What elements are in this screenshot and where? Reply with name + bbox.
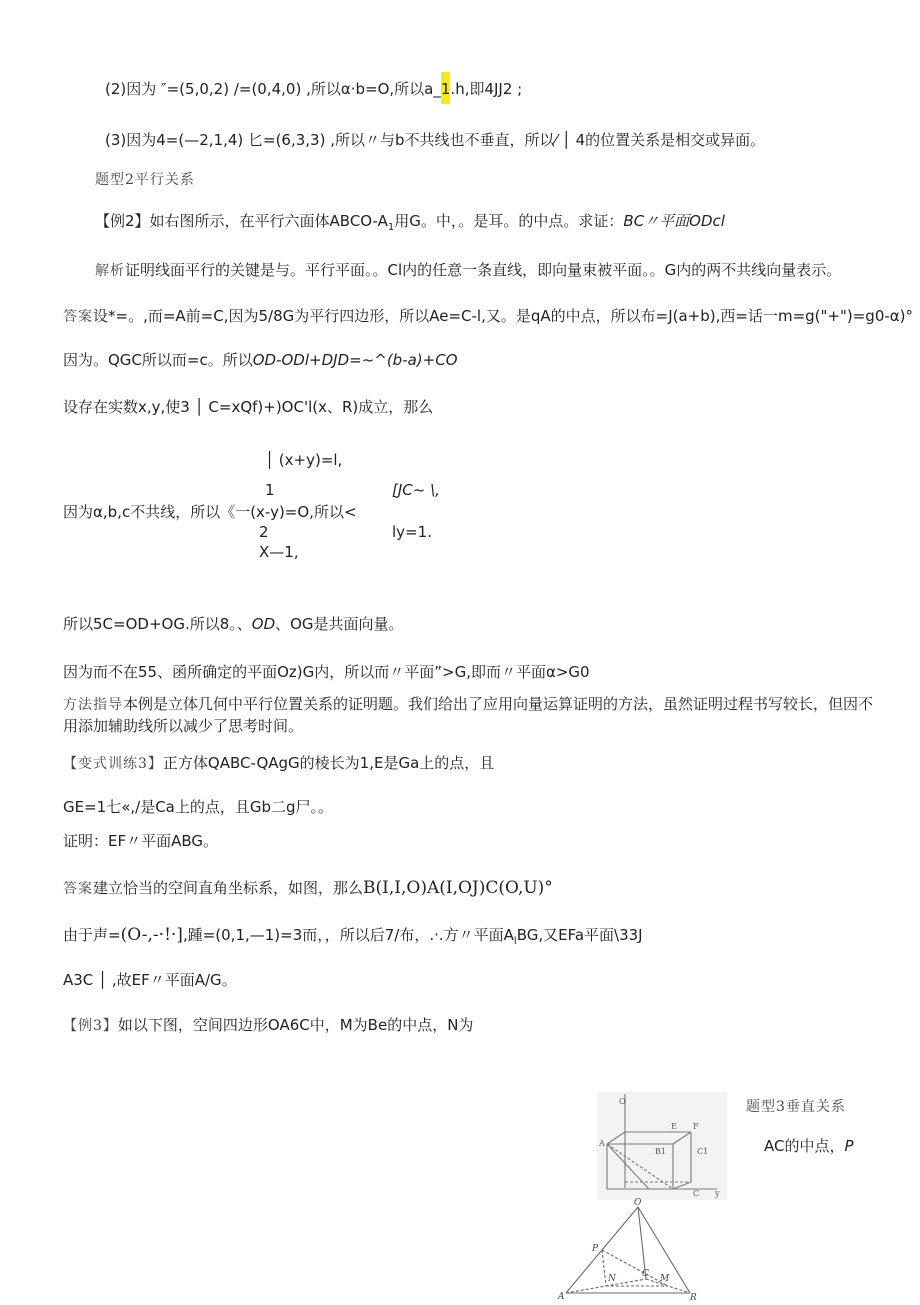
system-row-2-right: [JC~ \, [392,481,440,499]
label-C: C [642,1269,649,1279]
label-y: y [715,1189,720,1198]
line-solution-2: (2)因为 ″=(5,0,2) /=(0,4,0) ,所以α·b=O,所以a_1.h,即4JJ2 ; [105,79,522,99]
label-P: P [592,1244,599,1254]
variant-training-3: 【变式训练3】正方体QABC-QAgG的棱长为1,E是Ga上的点，且 [63,754,495,772]
system-row-4: 2 [259,523,269,541]
label-O: O [619,1097,626,1106]
analysis-paragraph: 解析证明线面平行的关键是与。平行平面。。Cl内的任意一条直线，即向量束被平面。。G内的两不共线向量表示。 [95,261,842,279]
label-R: R [690,1293,697,1301]
tetrahedron-figure-svg [556,1197,702,1301]
answer-line-2: 因为。QGC所以而=c。所以OD-ODl+DJD=~^(b-a)+CO [63,351,458,369]
system-row-1: │ (x+y)=l, [265,451,343,469]
label-N: N [608,1274,616,1284]
method-guide: 方法指导本例是立体几何中平行位置关系的证明题。我们给出了应用向量运算证明的方法，虽然证明过程书写较长，但因不 [63,695,874,713]
line-solution-3: (3)因为4=(—2,1,4) 匕=(6,3,3) ,所以〃与b不共线也不垂直，所以⁄ │ 4的位置关系是相交或异面。 [105,131,766,149]
cube-figure [597,1092,727,1200]
variant-prove: 证明：EF〃平面ABG。 [63,832,219,850]
variant-answer-2: 由于声=(O-,-·!·],踵=(0,1,—1)=3而，，所以后7/布，.·.方〃平面$A_lBG$,又EFa平面\33J [63,925,643,947]
method-guide-cont: 用添加辅助线所以减少了思考时间。 [63,717,304,735]
label-A: A [558,1292,565,1301]
system-row-4-right: ly=1. [392,523,432,541]
variant-answer-3: A3C │ ,故EF〃平面A/G。 [63,971,237,989]
answer-paragraph: 答案设*=。,而=A前=C,因为5/8G为平行四边形，所以Ae=C-l,又。是qA的中点，所以布=J(a+b),西=话一m=g("+")=g0-α)° [63,307,914,325]
section-heading-parallel: 题型2平行关系 [95,172,195,188]
label-M: M [660,1274,670,1284]
highlight-mark: 1 [441,72,451,104]
tetrahedron-figure [556,1197,702,1301]
conclusion-line: 因为而不在55、函所确定的平面Oz)G内，所以而〃平面”>G,即而〃平面α>G0 [63,663,590,681]
coplanar-line: 所以5C=OD+OG.所以8。、OD、OG是共面向量。 [63,615,404,633]
variant-answer: 答案建立恰当的空间直角坐标系，如图，那么B(I,I,O)A(I,OJ)C(O,U)° [63,878,553,898]
example-2-statement: 【例2】如右图所示，在平行六面体ABCO-$A_1$用G。中，。是耳。的中点。求证：BC〃平面ODcl [95,212,725,233]
label-O: O [634,1198,642,1208]
section-heading-perpendicular: 题型3垂直关系 [746,1099,846,1115]
label-C: C [693,1189,700,1198]
example-3-continued: AC的中点，P [764,1137,854,1155]
system-row-3: 因为α,b,c不共线，所以《一(x-y)=O,所以< [63,503,357,521]
label-B1: B1 [655,1147,666,1156]
label-F: F [693,1122,699,1131]
system-row-2: 1 [265,481,275,499]
label-E: E [671,1122,677,1131]
example-3-statement: 【例3】如以下图，空间四边形OA6C中，M为Be的中点，N为 [63,1016,474,1034]
answer-line-3: 设存在实数x,y,使3 │ C=xQf)+)OC'l(x、R)成立，那么 [63,398,434,416]
segment-PN [602,1250,606,1286]
cube-figure-svg [597,1092,727,1200]
figure-background [597,1092,727,1200]
variant-condition: GE=1七«,/是Ca上的点，且Gb二g尸。。 [63,798,334,816]
label-C1: C1 [697,1147,709,1156]
system-row-5: X—1, [259,543,299,561]
label-A: A [599,1139,605,1148]
